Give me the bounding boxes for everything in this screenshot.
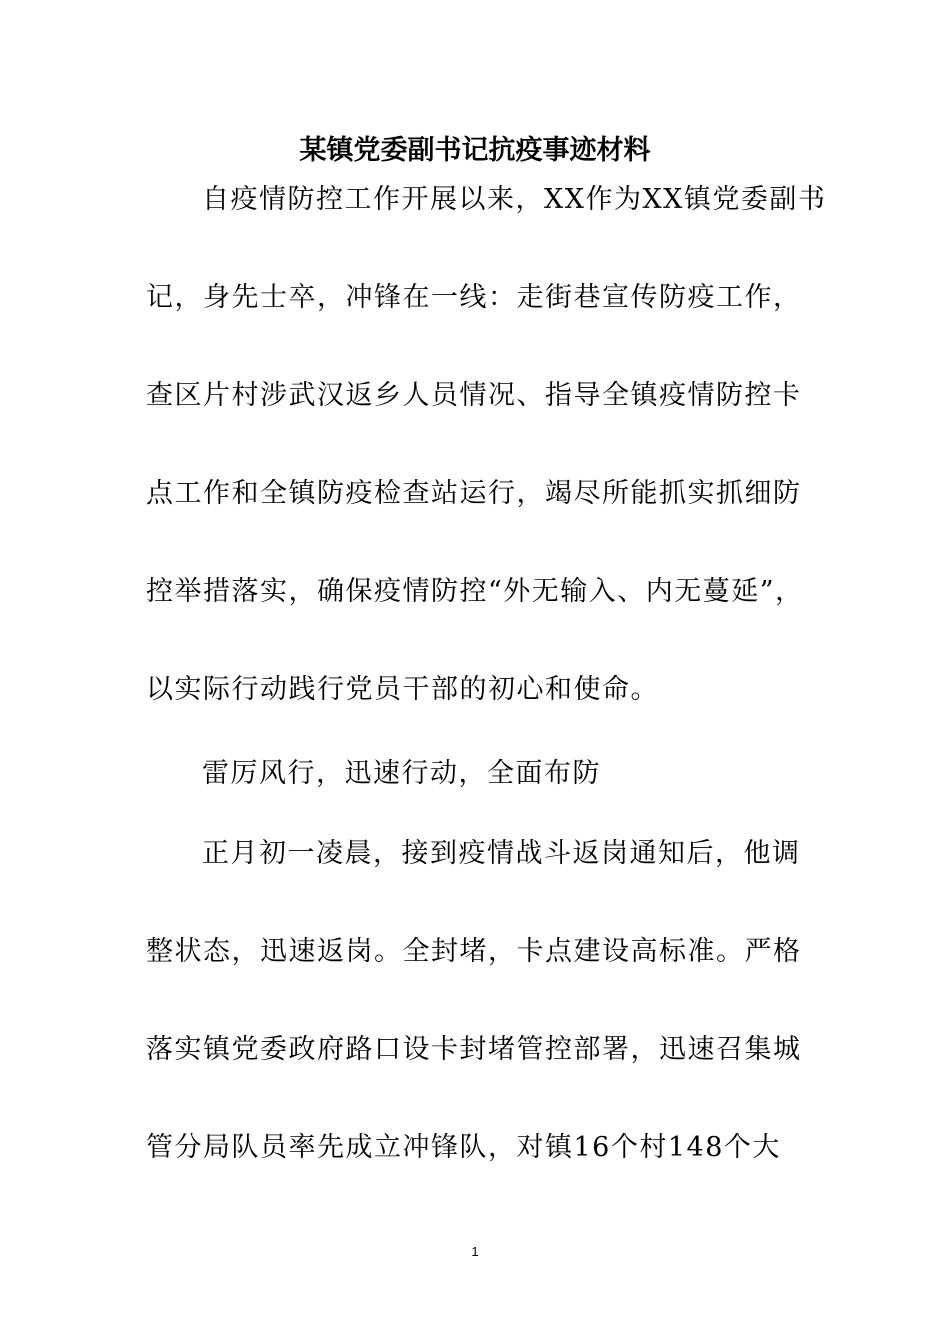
document-title: 某镇党委副书记抗疫事迹材料 — [299, 135, 651, 166]
paragraph-line: 正月初一凌晨，接到疫情战斗返岗通知后，他调 — [202, 838, 801, 869]
section-heading: 雷厉风行，迅速行动，全面布防 — [202, 758, 601, 789]
page-number: 1 — [471, 1244, 479, 1259]
paragraph-line: 落实镇党委政府路口设卡封堵管控部署，迅速召集城 — [146, 1034, 802, 1065]
paragraph-line: 点工作和全镇防疫检查站运行，竭尽所能抓实抓细防 — [146, 478, 802, 509]
paragraph-line: 自疫情防控工作开展以来，XX作为XX镇党委副书 — [202, 184, 827, 215]
paragraph-line: 控举措落实，确保疫情防控“外无输入、内无蔓延”， — [146, 576, 804, 607]
paragraph-line: 以实际行动践行党员干部的初心和使命。 — [146, 674, 659, 705]
paragraph-line: 记，身先士卒，冲锋在一线：走街巷宣传防疫工作， — [146, 282, 802, 313]
paragraph-line: 整状态，迅速返岗。全封堵，卡点建设高标准。严格 — [146, 936, 802, 967]
paragraph-line: 管分局队员率先成立冲锋队，对镇16个村148个大 — [146, 1132, 781, 1163]
paragraph-line: 查区片村涉武汉返乡人员情况、指导全镇疫情防控卡 — [146, 380, 802, 411]
